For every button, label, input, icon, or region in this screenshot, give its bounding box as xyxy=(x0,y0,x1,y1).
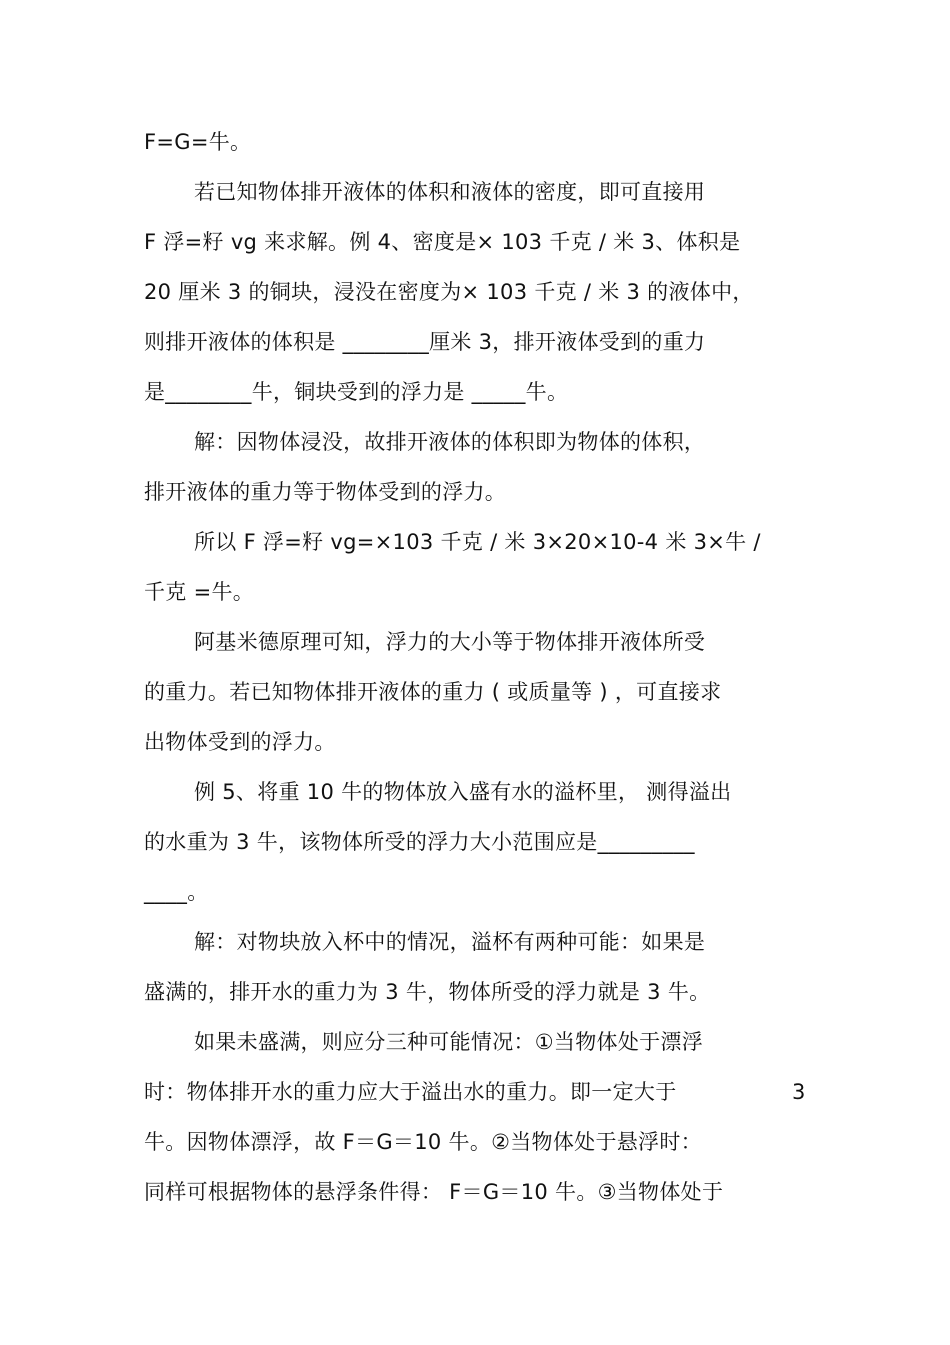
text-line: 所以 F 浮=籽 vg=×103 千克 / 米 3×20×10-4 米 3×牛 / xyxy=(194,530,761,554)
text-line: 排开液体的重力等于物体受到的浮力。 xyxy=(144,480,507,504)
text-line: 例 5、将重 10 牛的物体放入盛有水的溢杯里， 测得溢出 xyxy=(194,780,732,804)
text-line: 时：物体排开水的重力应大于溢出水的重力。即一定大于 xyxy=(144,1080,677,1104)
text-line: 解：因物体浸没，故排开液体的体积即为物体的体积， xyxy=(194,430,706,454)
text-line: 解：对物块放入杯中的情况，溢杯有两种可能：如果是 xyxy=(194,930,706,954)
text-line: 若已知物体排开液体的体积和液体的密度，即可直接用 xyxy=(194,180,706,204)
text-line: 出物体受到的浮力。 xyxy=(144,730,336,754)
text-fragment: 3 xyxy=(792,1080,806,1104)
text-line: 的重力。若已知物体排开液体的重力 ( 或质量等 ) ，可直接求 xyxy=(144,680,722,704)
text-line: 牛。因物体漂浮，故 F＝G＝10 牛。②当物体处于悬浮时： xyxy=(144,1130,702,1154)
text-line: 阿基米德原理可知，浮力的大小等于物体排开液体所受 xyxy=(194,630,706,654)
text-line: F 浮=籽 vg 来求解。例 4、密度是× 103 千克 / 米 3、体积是 xyxy=(144,230,741,254)
text-line: 则排开液体的体积是 ________厘米 3，排开液体受到的重力 xyxy=(144,330,706,354)
text-line: 同样可根据物体的悬浮条件得： F＝G＝10 牛。③当物体处于 xyxy=(144,1180,724,1204)
text-line: 如果未盛满，则应分三种可能情况：①当物体处于漂浮 xyxy=(194,1030,704,1054)
text-line: 的水重为 3 牛，该物体所受的浮力大小范围应是_________ xyxy=(144,830,695,854)
text-line: F=G=牛。 xyxy=(144,130,252,154)
text-line: 20 厘米 3 的铜块，浸没在密度为× 103 千克 / 米 3 的液体中， xyxy=(144,280,754,304)
text-line: ____。 xyxy=(144,880,209,904)
text-line: 是________牛，铜块受到的浮力是 _____牛。 xyxy=(144,380,569,404)
text-line: 千克 =牛。 xyxy=(144,580,255,604)
text-line: 盛满的，排开水的重力为 3 牛，物体所受的浮力就是 3 牛。 xyxy=(144,980,711,1004)
